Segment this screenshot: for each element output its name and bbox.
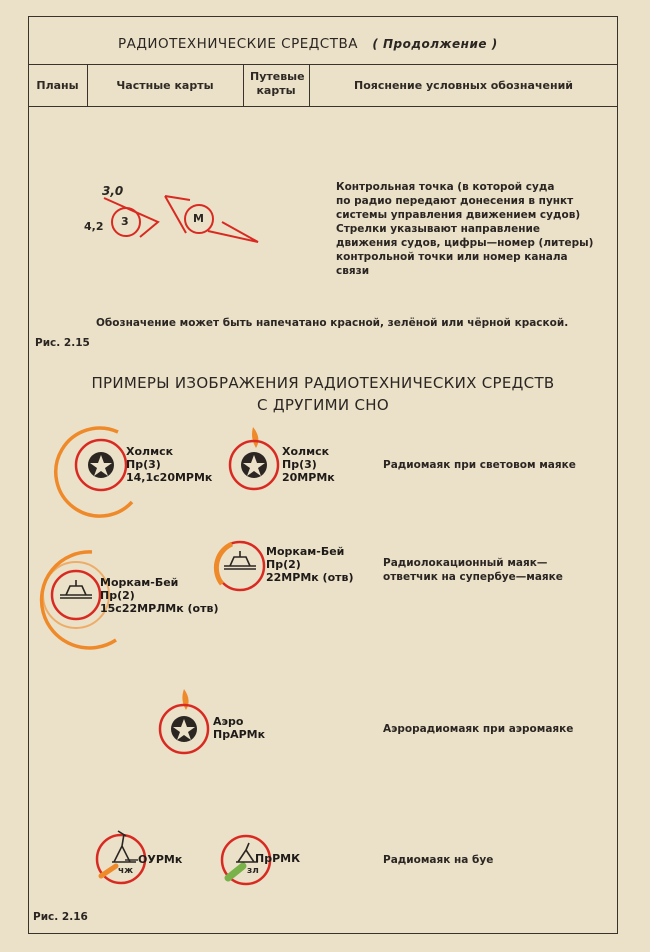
label-kholmsk-a: Холмск Пр(3) 14,1с20МРМк [126,445,213,484]
aero-radiobeacon-symbol [160,689,208,753]
description-radar-transponder: Радиолокационный маяк— ответчик на супербуе—маяке [383,557,563,583]
radiobeacon-lighthouse-symbol-a [56,428,132,516]
label-morecambe-bay-a: Моркам-Бей Пр(2) 15с22МРЛМк (отв) [100,576,219,615]
label-aero: Аэро ПрАРМк [213,715,266,741]
label-kholmsk-b: Холмск Пр(3) 20МРМк [282,445,335,484]
label-prrmk: ПрРМК [255,852,301,865]
description-radiobeacon-buoy: Радиомаяк на буе [383,854,494,866]
title-continuation: ( Продолжение ) [372,37,498,51]
control-point-letter: М [193,212,204,225]
control-point-number: 3 [121,215,129,228]
title-main: РАДИОТЕХНИЧЕСКИЕ СРЕДСТВА [118,36,358,52]
control-point-symbol-numbered [104,198,158,237]
examples-heading-line-1: ПРИМЕРЫ ИЗОБРАЖЕНИЯ РАДИОТЕХНИЧЕСКИХ СРЕДСТВ [91,374,555,392]
print-color-note: Обозначение может быть напечатано красной, зелёной или чёрной краской. [96,317,569,329]
label-ourmk: ОУРМк [138,853,183,866]
symbol-direction-number-left: 4,2 [84,220,104,233]
examples-heading-line-2: С ДРУГИМИ СНО [257,396,389,414]
radar-transponder-superbuoy-symbol-b [216,542,264,590]
label-morecambe-bay-b: Моркам-Бей Пр(2) 22МРМк (отв) [266,545,354,584]
buoy-color-code-b: зл [247,866,259,876]
description-aero-radiobeacon: Аэрорадиомаяк при аэромаяке [383,723,574,735]
column-header-detail-charts: Частные карты [116,79,214,92]
column-header-explanation: Пояснение условных обозначений [354,79,573,92]
control-point-symbol-lettered [165,196,258,242]
buoy-color-code-a: чж [118,866,134,876]
control-point-description: Контрольная точка (в которой суда по радио передают донесения в пункт системы управления движением судов) Стрелки указывают направление движения судов, цифры—номер (литеры) контрольной точки или номер канала связи [336,181,594,277]
figure-caption-2-15: Рис. 2.15 [35,337,90,349]
figure-caption-2-16: Рис. 2.16 [33,911,88,923]
description-radiobeacon-lighthouse: Радиомаяк при световом маяке [383,459,576,471]
column-header-route-charts: Путевые карты [250,70,305,97]
column-header-plans: Планы [36,79,79,92]
radiobeacon-lighthouse-symbol-b [230,427,278,489]
symbol-direction-number-top: 3,0 [102,184,124,198]
